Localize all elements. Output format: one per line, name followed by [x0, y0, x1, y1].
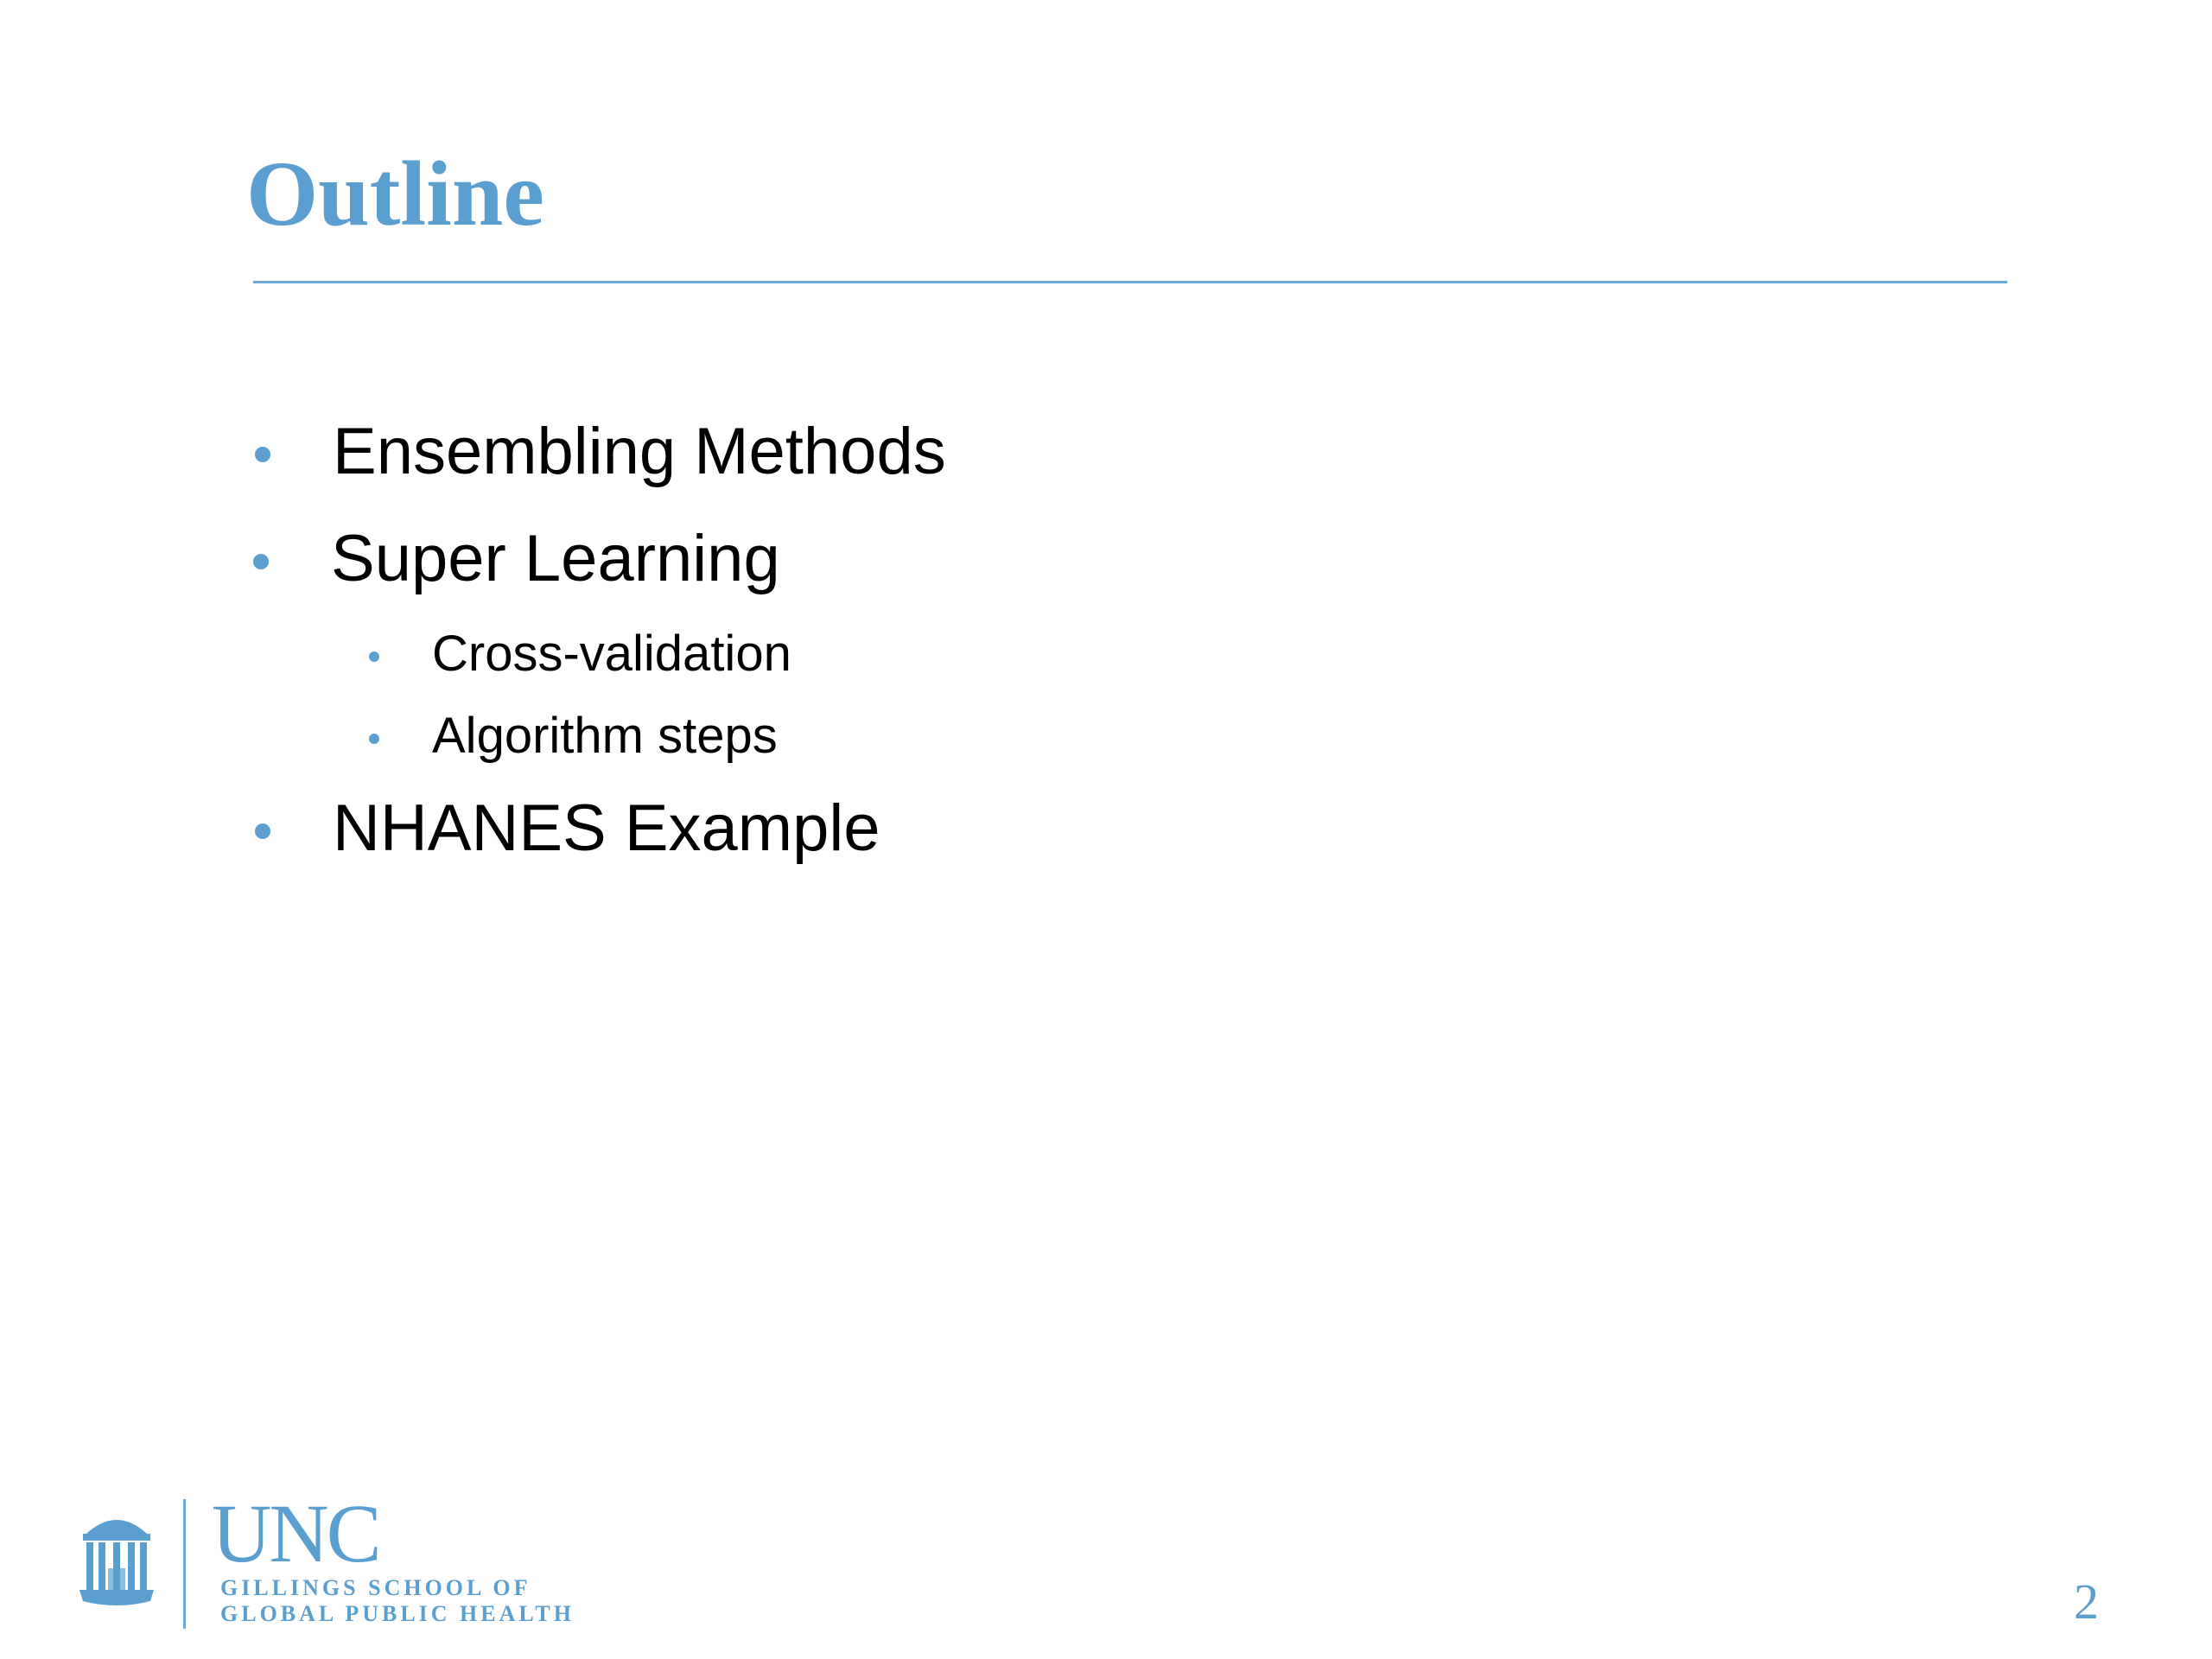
unc-gillings-logo: [78, 1487, 613, 1637]
outline-item-super-learning: [331, 522, 780, 595]
bullet-dot-icon: [369, 652, 379, 662]
outline-subitem-algorithm-steps: [432, 708, 778, 764]
bullet-dot-icon: [255, 823, 270, 839]
logo-wordmark: UNC: [212, 1487, 379, 1580]
outline-item-label: Super Learning: [331, 522, 780, 595]
outline-item-label: Ensembling Methods: [333, 415, 946, 488]
logo-subtitle-line-1: GILLINGS SCHOOL OF: [220, 1575, 531, 1600]
outline-item-nhanes: [333, 791, 880, 865]
old-well-icon: [78, 1508, 156, 1607]
logo-divider: [183, 1499, 186, 1629]
bullet-dot-icon: [253, 554, 269, 569]
slide-title: Outline: [246, 143, 544, 245]
bullet-dot-icon: [255, 447, 270, 462]
title-underline: [253, 281, 2007, 283]
bullet-dot-icon: [369, 734, 379, 744]
outline-item-ensembling: [333, 415, 946, 488]
outline-item-label: Algorithm steps: [432, 708, 778, 764]
outline-item-label: NHANES Example: [333, 791, 880, 865]
outline-item-label: Cross-validation: [432, 626, 791, 682]
page-number: 2: [2074, 1573, 2099, 1630]
logo-subtitle-line-2: GLOBAL PUBLIC HEALTH: [220, 1601, 575, 1626]
outline-subitem-cross-validation: [432, 626, 791, 682]
